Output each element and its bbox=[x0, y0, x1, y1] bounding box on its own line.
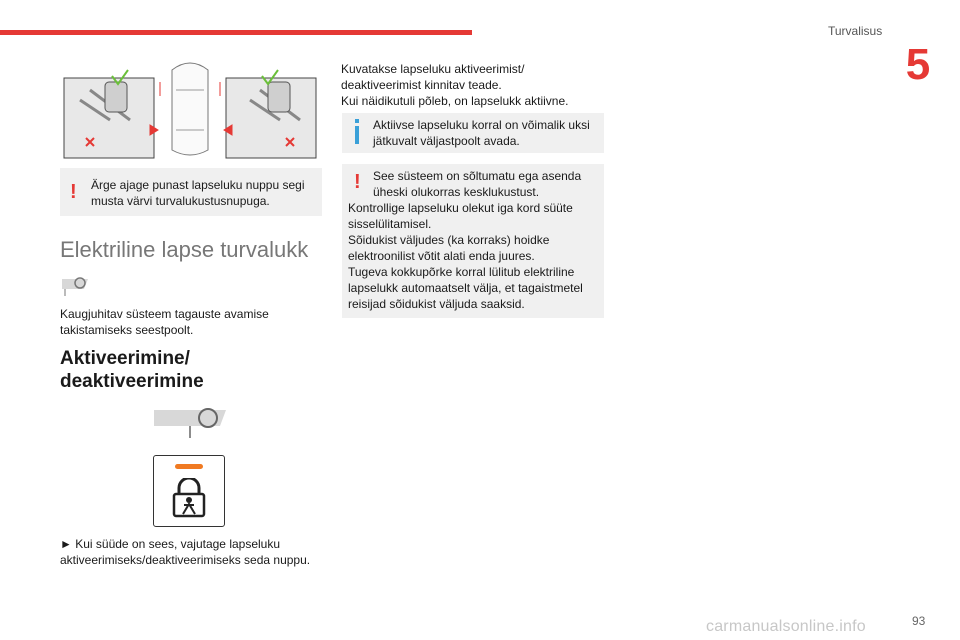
warning-text-line: See süsteem on sõltumatu ega asenda bbox=[373, 169, 582, 183]
warning-text-line: üheski olukorras kesklukustust. bbox=[373, 185, 540, 199]
warning-text-line: Sõidukist väljudes (ka korraks) hoidke bbox=[348, 233, 550, 247]
section-heading: Elektriline lapse turvalukk bbox=[60, 237, 309, 262]
info-text-line: Aktiivse lapseluku korral on võimalik uksi bbox=[373, 118, 590, 132]
subheading-line: deaktiveerimine bbox=[60, 371, 204, 392]
step-text-line: aktiveerimiseks/deaktiveerimiseks seda nuppu. bbox=[60, 553, 311, 567]
info-icon bbox=[355, 119, 359, 123]
indicator-light bbox=[175, 464, 203, 469]
warning-text-line: elektroonilist võtit alati enda juures. bbox=[348, 249, 535, 263]
warning-text-line: Tugeva kokkupõrke korral lülitub elektriline bbox=[348, 265, 575, 279]
door-lock-illustration bbox=[60, 60, 320, 160]
warning-text-line: lapselukk automaatselt välja, et tagaistmetel bbox=[348, 281, 583, 295]
dashboard-wheel-icon bbox=[152, 406, 230, 440]
child-lock-button[interactable] bbox=[153, 455, 225, 527]
subheading-line: Aktiveerimine/ bbox=[60, 348, 190, 369]
right-intro-line: Kui näidikutuli põleb, on lapselukk aktiivne. bbox=[341, 94, 569, 108]
intro-text-line: Kaugjuhitav süsteem tagauste avamise bbox=[60, 307, 269, 321]
warning-text-line: sisselülitamisel. bbox=[348, 217, 432, 231]
watermark: carmanualsonline.info bbox=[706, 618, 866, 635]
warning-text-line: Ärge ajage punast lapseluku nuppu segi bbox=[91, 178, 305, 192]
step-text-line: ► Kui süüde on sees, vajutage lapseluku bbox=[60, 537, 281, 551]
warning-text-line: Kontrollige lapseluku olekut iga kord süüte bbox=[348, 201, 573, 215]
warning-box bbox=[342, 164, 604, 318]
warning-icon: ! bbox=[70, 181, 77, 203]
warning-text-line: reisijad sõidukist väljuda saaksid. bbox=[348, 297, 525, 311]
chapter-number: 5 bbox=[905, 40, 931, 89]
right-intro-line: deaktiveerimist kinnitav teade. bbox=[341, 78, 502, 92]
right-intro-line: Kuvatakse lapseluku aktiveerimist/ bbox=[341, 62, 525, 76]
info-icon-stem bbox=[355, 126, 359, 144]
steering-wheel-icon bbox=[60, 275, 92, 297]
warning-icon: ! bbox=[354, 171, 361, 193]
warning-text-line: musta värvi turvalukustusnupuga. bbox=[91, 194, 270, 208]
section-title: Turvalisus bbox=[828, 24, 883, 38]
warning-box bbox=[60, 168, 322, 216]
header-accent-bar bbox=[0, 30, 472, 35]
info-box bbox=[342, 113, 604, 153]
info-text-line: jätkuvalt väljastpoolt avada. bbox=[373, 134, 520, 148]
intro-text-line: takistamiseks seestpoolt. bbox=[60, 323, 194, 337]
page-number: 93 bbox=[912, 614, 926, 628]
child-lock-icon bbox=[171, 478, 207, 518]
